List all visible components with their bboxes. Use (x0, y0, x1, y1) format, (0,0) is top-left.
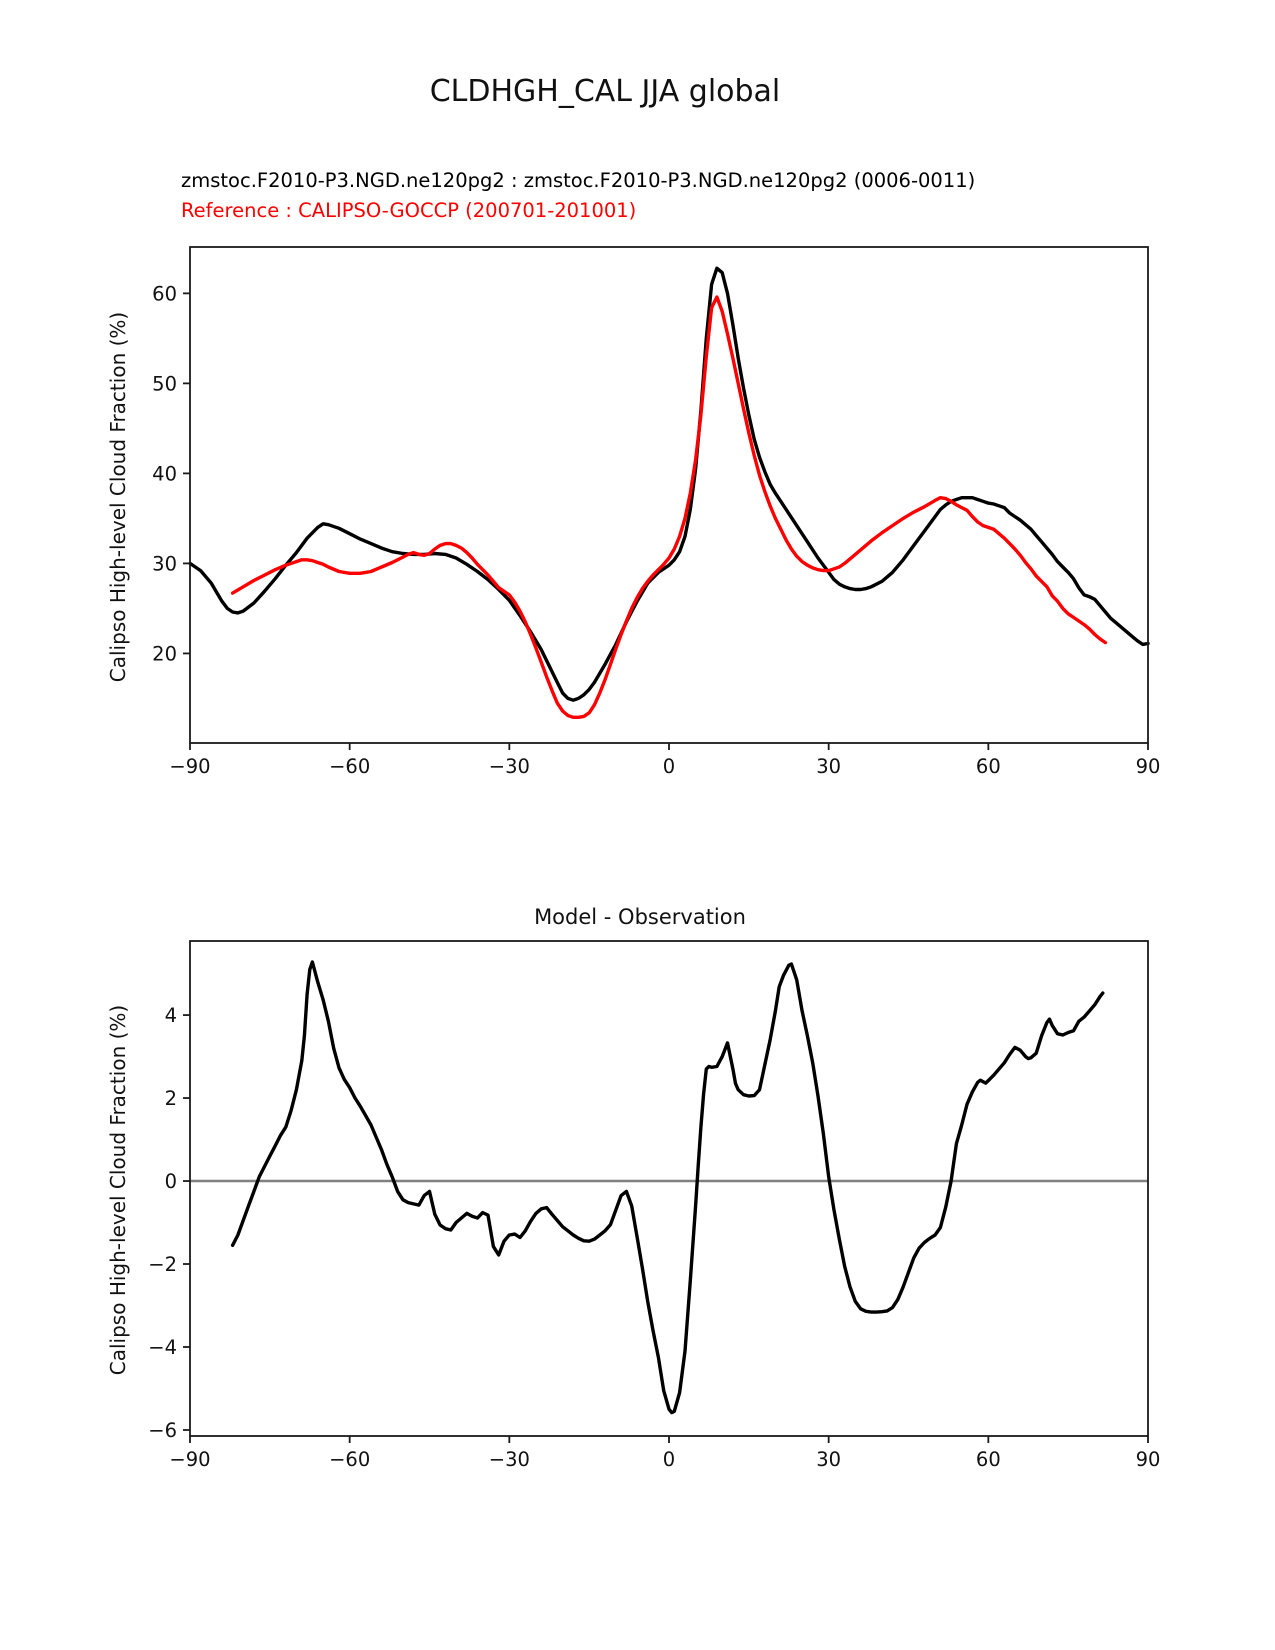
x-tick-label: 30 (816, 755, 842, 778)
x-tick-label: 60 (975, 1448, 1001, 1471)
x-tick-label: −90 (169, 755, 211, 778)
axes-frame (190, 247, 1148, 743)
y-tick-label: 50 (152, 372, 177, 396)
top-plot-area (152, 247, 1160, 778)
x-tick-label: −60 (329, 755, 371, 778)
y-tick-label: −2 (148, 1253, 177, 1277)
x-tick-label: 0 (662, 755, 676, 778)
y-tick-label: 60 (152, 282, 177, 306)
x-tick-label: 0 (662, 1448, 676, 1471)
y-tick-label: 40 (152, 462, 177, 486)
x-tick-label: −90 (169, 1448, 211, 1471)
y-tick-label: 2 (164, 1087, 177, 1111)
bottom-y-axis-label: Calipso High-level Cloud Fraction (%) (106, 1004, 130, 1376)
figure-title: CLDHGH_CAL JJA global (429, 74, 781, 109)
y-tick-label: 4 (164, 1004, 177, 1028)
axes-frame (190, 941, 1148, 1436)
x-tick-label: −30 (488, 755, 530, 778)
x-tick-label: 60 (975, 755, 1001, 778)
x-tick-label: 30 (816, 1448, 842, 1471)
y-tick-label: 20 (152, 642, 177, 666)
reference-label: Reference : CALIPSO-GOCCP (200701-201001) (181, 199, 637, 222)
bottom-plot-area (148, 941, 1160, 1471)
x-tick-label: 90 (1135, 1448, 1161, 1471)
top-y-axis-label: Calipso High-level Cloud Fraction (%) (106, 311, 130, 683)
diff-panel-title: Model - Observation (534, 905, 746, 929)
series-line-0 (233, 962, 1103, 1413)
y-tick-label: −4 (148, 1335, 177, 1359)
x-tick-label: −30 (488, 1448, 530, 1471)
series-line-0 (190, 268, 1148, 700)
model-run-label: zmstoc.F2010-P3.NGD.ne120pg2 : zmstoc.F2010-P3.NGD.ne120pg2 (0006-0011) (181, 169, 976, 192)
series-line-1 (233, 297, 1106, 717)
legend-block (181, 166, 975, 226)
y-tick-label: 30 (152, 552, 177, 576)
y-tick-label: −6 (148, 1418, 177, 1442)
x-tick-label: −60 (329, 1448, 371, 1471)
y-tick-label: 0 (164, 1170, 177, 1194)
x-tick-label: 90 (1135, 755, 1161, 778)
